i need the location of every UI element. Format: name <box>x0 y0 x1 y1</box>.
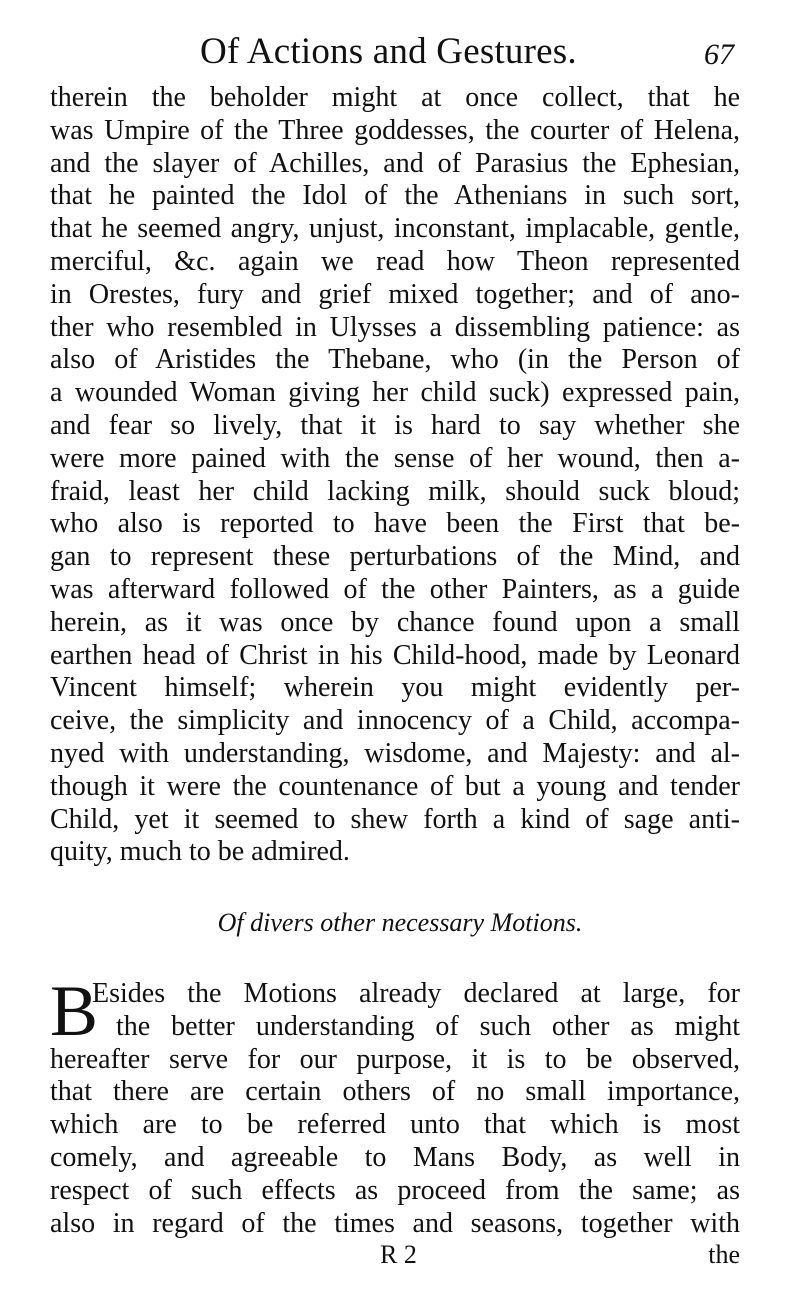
page-footer <box>0 1240 800 1280</box>
text-line: Vincent himself; wherein you might evidently per- <box>50 672 740 704</box>
text-line: also of Aristides the Thebane, who (in the Person of <box>50 344 740 376</box>
text-line: quity, much to be admired. <box>50 836 350 868</box>
text-line: also in regard of the times and seasons, together with <box>50 1207 740 1239</box>
catchword: the <box>708 1240 740 1269</box>
text-line: and fear so lively, that it is hard to say whether she <box>50 409 740 441</box>
text-line: merciful, &c. again we read how Theon represented <box>50 245 740 277</box>
body-paragraph <box>50 82 740 869</box>
text-line: hereafter serve for our purpose, it is to be observed, <box>50 1043 740 1075</box>
text-line: was Umpire of the Three goddesses, the courter of Helena, <box>50 114 740 146</box>
text-line: which are to be referred unto that which is most <box>50 1109 740 1141</box>
text-line: comely, and agreeable to Mans Body, as well in <box>50 1141 740 1173</box>
text-line: gan to represent these perturbations of the Mind, and <box>50 541 740 573</box>
text-line: a wounded Woman giving her child suck) expressed pain, <box>50 377 740 409</box>
signature-mark: R 2 <box>380 1240 417 1269</box>
page-number: 67 <box>704 38 734 71</box>
text-line: earthen head of Christ in his Child-hood, made by Leonard <box>50 639 740 671</box>
text-line: that he seemed angry, unjust, inconstant, implacable, gentle, <box>50 213 740 245</box>
text-line: the better understanding of such other as might <box>116 1010 740 1042</box>
text-line: Child, yet it seemed to shew forth a kind of sage anti- <box>50 803 740 835</box>
drop-cap: B <box>50 971 99 1051</box>
text-line: ther who resembled in Ulysses a dissembling patience: as <box>50 311 740 343</box>
text-line: though it were the countenance of but a young and tender <box>50 770 740 802</box>
text-line: who also is reported to have been the First that be- <box>50 508 740 540</box>
section-paragraph <box>50 971 740 1240</box>
text-line: that there are certain others of no small importance, <box>50 1076 740 1108</box>
page-header <box>0 30 800 90</box>
section-subheading: Of divers other necessary Motions. <box>217 908 583 937</box>
text-line: herein, as it was once by chance found upon a small <box>50 606 740 638</box>
text-line: were more pained with the sense of her wound, then a- <box>50 442 740 474</box>
text-line: in Orestes, fury and grief mixed together; and of ano- <box>50 278 740 310</box>
text-line: that he painted the Idol of the Athenians in such sort, <box>50 180 740 212</box>
text-line: was afterward followed of the other Painters, as a guide <box>50 573 740 605</box>
text-line: therein the beholder might at once collect, that he <box>50 82 740 113</box>
text-line: nyed with understanding, wisdome, and Majesty: and al- <box>50 737 740 769</box>
running-head: Of Actions and Gestures. <box>200 31 577 72</box>
text-line: and the slayer of Achilles, and of Parasius the Ephesian, <box>50 147 740 179</box>
text-line: Esides the Motions already declared at large, for <box>92 978 740 1009</box>
text-line: ceive, the simplicity and innocency of a Child, accompa- <box>50 705 740 737</box>
text-line: respect of such effects as proceed from the same; as <box>50 1174 740 1206</box>
text-line: fraid, least her child lacking milk, should suck bloud; <box>50 475 740 507</box>
